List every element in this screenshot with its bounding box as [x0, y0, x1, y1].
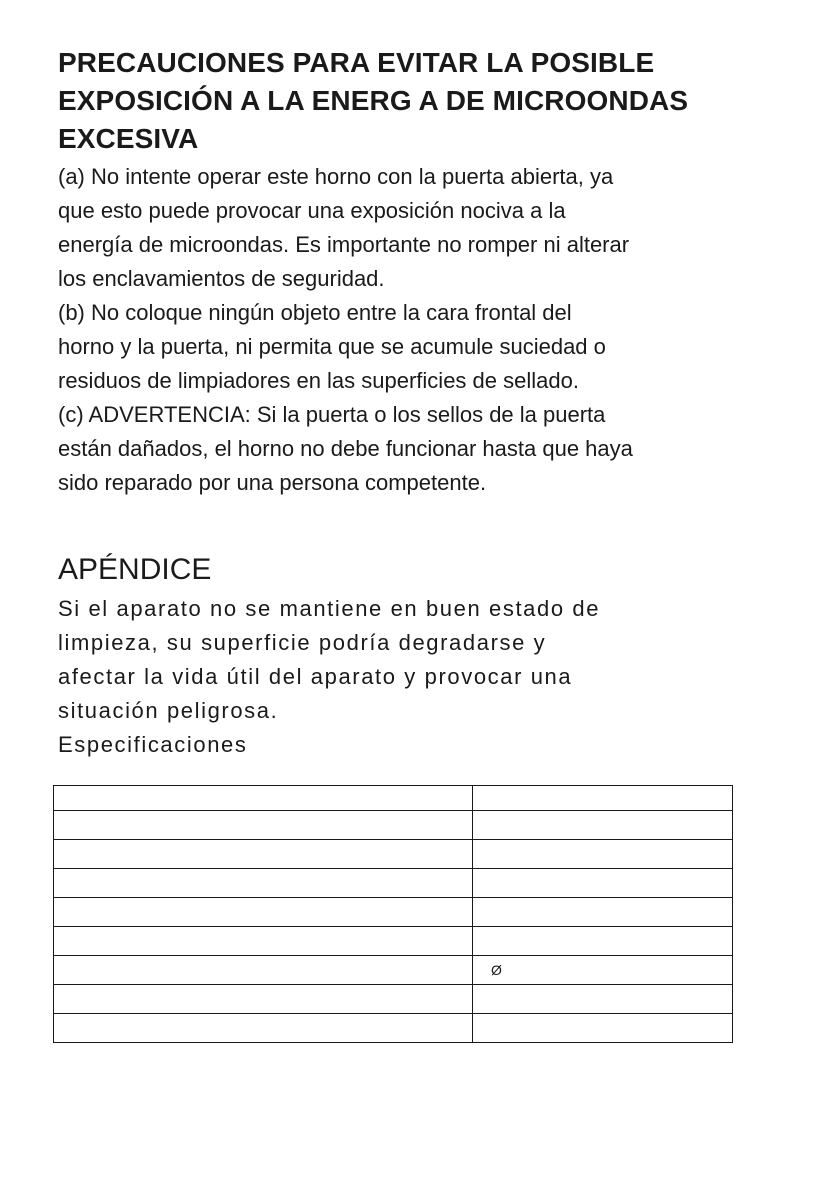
spec-label-cell	[54, 840, 473, 869]
spec-label-cell	[54, 956, 473, 985]
spec-value-cell	[473, 927, 733, 956]
spec-value-cell	[473, 786, 733, 811]
spec-value-cell	[473, 898, 733, 927]
appendix-line: afectar la vida útil del aparato y provocar una	[58, 664, 573, 689]
paragraph-line: energía de microondas. Es importante no romper ni alterar	[58, 232, 630, 257]
spec-value-cell	[473, 1014, 733, 1043]
spec-value-cell	[473, 811, 733, 840]
table-row	[54, 786, 733, 811]
title-line: EXCESIVA	[58, 123, 199, 154]
table-row	[54, 898, 733, 927]
appendix-line: situación peligrosa.	[58, 698, 279, 723]
appendix-heading: APÉNDICE	[58, 553, 212, 586]
specifications-table	[53, 785, 733, 1043]
table-row	[54, 811, 733, 840]
paragraph-line: (b) No coloque ningún objeto entre la cara frontal del	[58, 300, 572, 325]
table-row	[54, 927, 733, 956]
spec-label-cell	[54, 786, 473, 811]
paragraph-line: sido reparado por una persona competente.	[58, 470, 487, 495]
spec-label-cell	[54, 811, 473, 840]
spec-value-cell	[473, 869, 733, 898]
spec-value-cell	[473, 840, 733, 869]
paragraph-line: están dañados, el horno no debe funcionar hasta que haya	[58, 436, 633, 461]
table-row	[54, 840, 733, 869]
table-row	[54, 956, 733, 985]
specifications-heading: Especificaciones	[58, 732, 248, 757]
paragraph-line: (c) ADVERTENCIA: Si la puerta o los sellos de la puerta	[58, 402, 606, 427]
appendix-paragraph	[58, 592, 758, 728]
appendix-line: limpieza, su superficie podría degradarse y	[58, 630, 547, 655]
title-line: EXPOSICIÓN A LA ENERG A DE MICROONDAS	[58, 85, 689, 116]
table-row	[54, 1014, 733, 1043]
title-line: PRECAUCIONES PARA EVITAR LA POSIBLE	[58, 47, 655, 78]
appendix-line: Si el aparato no se mantiene en buen estado de	[58, 596, 601, 621]
paragraph-line: los enclavamientos de seguridad.	[58, 266, 385, 291]
spec-value-cell	[473, 985, 733, 1014]
spec-value-cell: Ø	[473, 956, 733, 985]
precautions-paragraph	[58, 160, 758, 500]
spec-label-cell	[54, 927, 473, 956]
spec-label-cell	[54, 1014, 473, 1043]
spec-label-cell	[54, 985, 473, 1014]
paragraph-line: residuos de limpiadores en las superficies de sellado.	[58, 368, 579, 393]
spec-label-cell	[54, 898, 473, 927]
spec-label-cell	[54, 869, 473, 898]
manual-page	[58, 44, 758, 762]
paragraph-line: que esto puede provocar una exposición nociva a la	[58, 198, 566, 223]
table-row	[54, 869, 733, 898]
precautions-title	[58, 44, 758, 158]
paragraph-line: (a) No intente operar este horno con la puerta abierta, ya	[58, 164, 614, 189]
paragraph-line: horno y la puerta, ni permita que se acumule suciedad o	[58, 334, 606, 359]
table-row	[54, 985, 733, 1014]
